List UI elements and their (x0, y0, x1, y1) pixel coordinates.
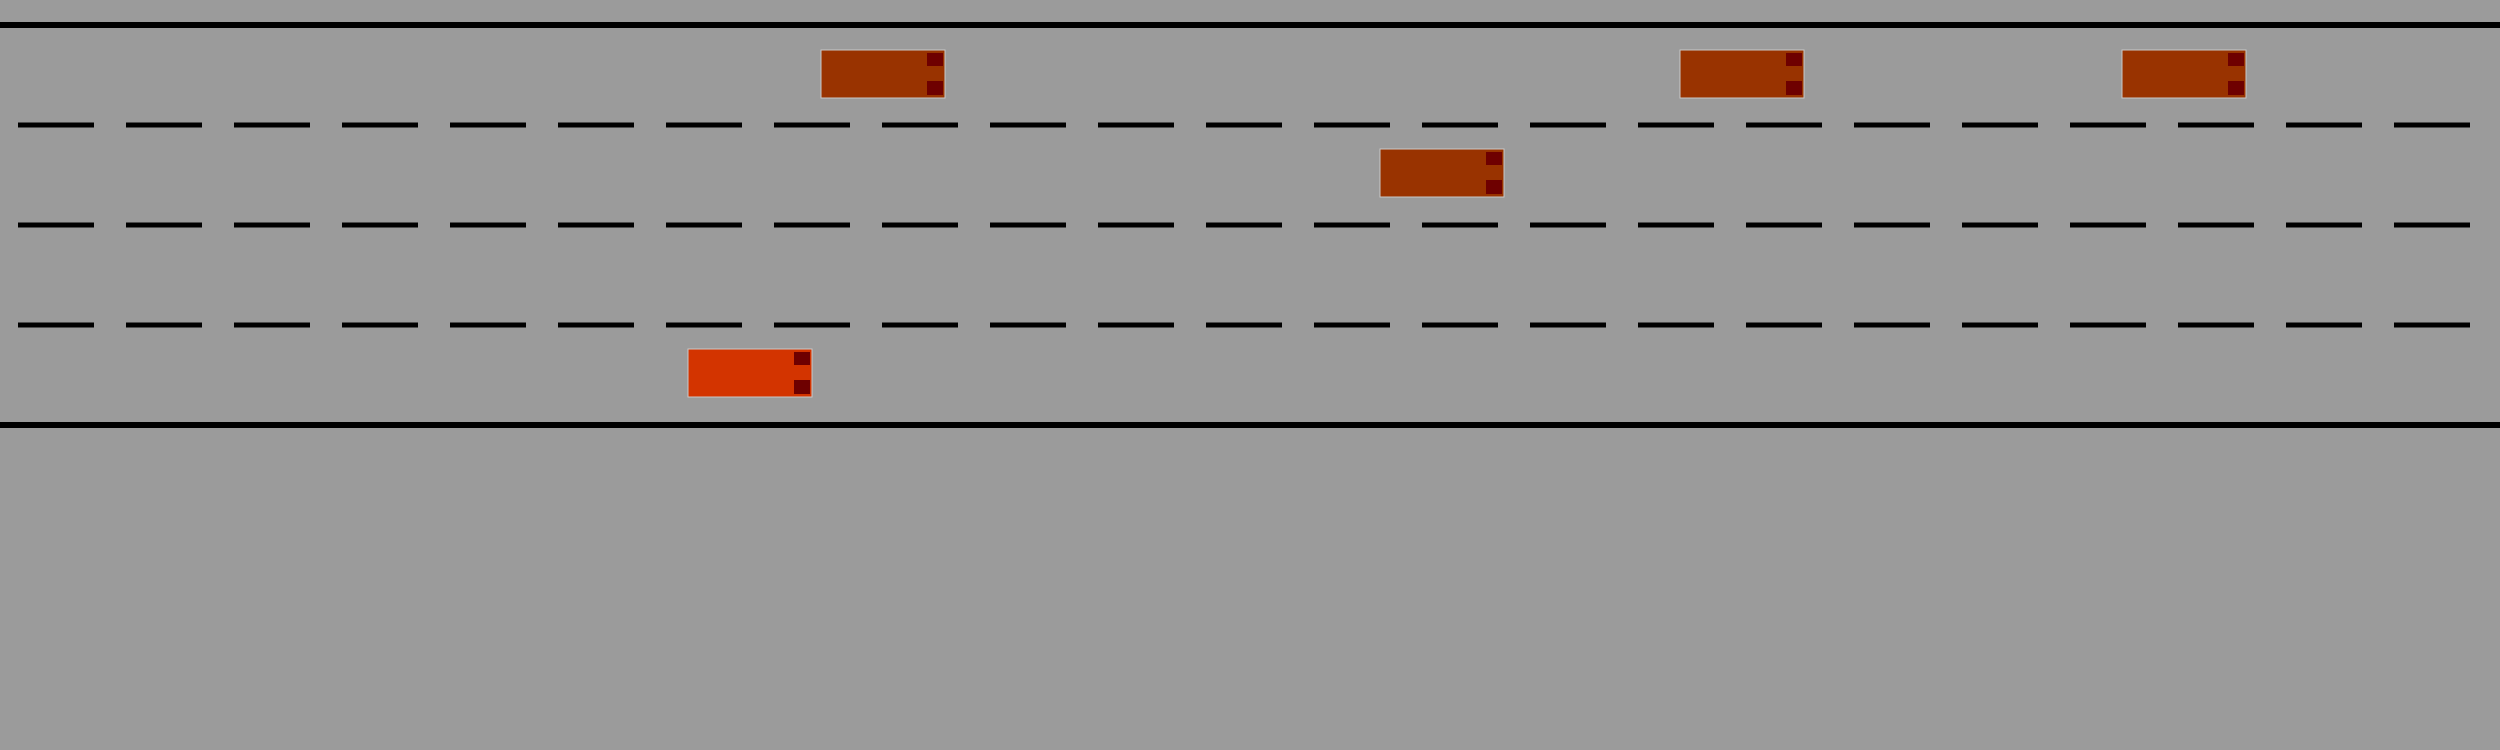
vehicle (1680, 50, 1804, 98)
vehicle-body (821, 50, 945, 98)
vehicle-body (2122, 50, 2246, 98)
tail-light (2228, 81, 2244, 95)
tail-light (1786, 53, 1802, 66)
vehicle-body (1680, 50, 1804, 98)
tail-light (927, 53, 943, 66)
vehicle-body (1380, 149, 1504, 197)
tail-light (794, 352, 810, 365)
tail-light (1786, 81, 1802, 95)
tail-light (1486, 152, 1502, 165)
vehicle (2122, 50, 2246, 98)
ego-vehicle (688, 349, 812, 397)
vehicle (1380, 149, 1504, 197)
tail-light (2228, 53, 2244, 66)
vehicle (821, 50, 945, 98)
tail-light (1486, 180, 1502, 194)
vehicle-body (688, 349, 812, 397)
tail-light (794, 380, 810, 394)
tail-light (927, 81, 943, 95)
